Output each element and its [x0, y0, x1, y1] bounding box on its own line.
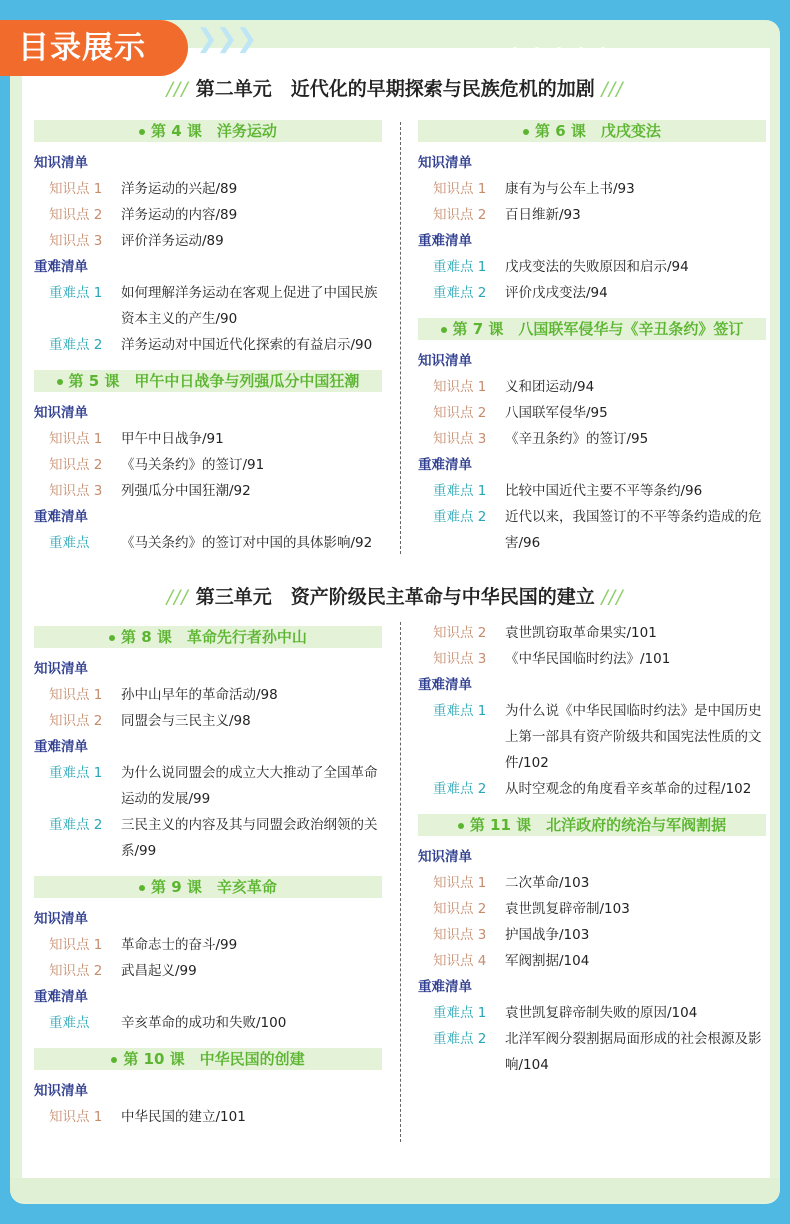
point-text: 洋务运动对中国近代化探索的有益启示/90 [121, 337, 373, 353]
chevron-decoration-icon: ❯❯❯ [196, 24, 256, 54]
point-text: 《马关条约》的签订/91 [121, 457, 265, 473]
lesson-title: 第 8 课 革命先行者孙中山 [121, 628, 307, 646]
knowledge-list-label: 知识清单 [34, 911, 88, 927]
knowledge-point [34, 682, 382, 708]
lesson-title: 第 9 课 辛亥革命 [151, 878, 277, 896]
point-text: 列强瓜分中国狂潮/92 [121, 483, 251, 499]
lesson-title: 第 5 课 甲午中日战争与列强瓜分中国狂潮 [68, 372, 360, 390]
point-label: 知识点 1 [49, 1109, 103, 1125]
point-label: 重难点 2 [433, 1031, 487, 1047]
lesson-title: 第 11 课 北洋政府的统治与军阀割据 [469, 816, 727, 834]
lesson-heading [34, 370, 382, 392]
knowledge-list-label: 知识清单 [34, 1083, 88, 1099]
point-text: 军阀割据/104 [505, 953, 590, 969]
knowledge-point [418, 202, 766, 228]
lesson-title: 第 7 课 八国联军侵华与《辛丑条约》签订 [452, 320, 744, 338]
point-text: 甲午中日战争/91 [121, 431, 224, 447]
point-label: 重难点 [49, 1015, 90, 1031]
point-text: 《辛丑条约》的签订/95 [505, 431, 649, 447]
point-label: 知识点 1 [433, 379, 487, 395]
bullet-icon [109, 635, 115, 641]
key-list-label: 重难清单 [418, 677, 472, 693]
point-label: 重难点 1 [433, 703, 487, 719]
point-label: 知识点 2 [49, 713, 103, 729]
knowledge-point [418, 922, 766, 948]
point-label: 知识点 2 [49, 207, 103, 223]
point-text: 从时空观念的角度看辛亥革命的过程/102 [505, 781, 752, 797]
point-label: 知识点 1 [433, 875, 487, 891]
lesson-heading [418, 120, 766, 142]
knowledge-point [34, 958, 382, 984]
key-point [34, 812, 382, 864]
key-list-label: 重难清单 [34, 509, 88, 525]
key-list-label: 重难清单 [418, 457, 472, 473]
point-label: 重难点 1 [433, 483, 487, 499]
point-text: 袁世凯复辟帝制失败的原因/104 [505, 1005, 698, 1021]
lesson-heading [34, 1048, 382, 1070]
lesson-heading [418, 814, 766, 836]
point-text: 如何理解洋务运动在客观上促进了中国民族资本主义的产生/90 [121, 285, 378, 327]
key-point [418, 1000, 766, 1026]
point-text: 革命志士的奋斗/99 [121, 937, 238, 953]
banner-title: 目录展示 [0, 20, 188, 76]
knowledge-point [418, 374, 766, 400]
knowledge-point [34, 1104, 382, 1130]
point-label: 知识点 3 [433, 927, 487, 943]
point-label: 重难点 2 [433, 509, 487, 525]
point-label: 知识点 2 [433, 901, 487, 917]
point-label: 知识点 2 [49, 963, 103, 979]
point-label: 重难点 2 [49, 337, 103, 353]
point-label: 知识点 3 [49, 233, 103, 249]
bullet-icon [57, 379, 63, 385]
point-text: 三民主义的内容及其与同盟会政治纲领的关系/99 [121, 817, 378, 859]
knowledge-point [34, 228, 382, 254]
point-text: 孙中山早年的革命活动/98 [121, 687, 278, 703]
key-point [418, 478, 766, 504]
knowledge-list-label: 知识清单 [34, 405, 88, 421]
key-point [418, 698, 766, 776]
lesson-heading [34, 626, 382, 648]
point-label: 知识点 2 [433, 625, 487, 641]
point-text: 为什么说《中华民国临时约法》是中国历史上第一部具有资产阶级共和国宪法性质的文件/102 [505, 703, 762, 771]
bullet-icon [458, 823, 464, 829]
frame-footer [10, 1178, 780, 1202]
unit2-right-column [418, 120, 766, 556]
point-label: 知识点 1 [49, 431, 103, 447]
point-text: 中华民国的建立/101 [121, 1109, 246, 1125]
slash-decoration-icon: /// [601, 78, 624, 100]
key-list-label: 重难清单 [34, 259, 88, 275]
knowledge-list-label: 知识清单 [34, 661, 88, 677]
point-label: 重难点 1 [49, 765, 103, 781]
point-text: 百日维新/93 [505, 207, 581, 223]
knowledge-point [34, 708, 382, 734]
key-point [418, 1026, 766, 1078]
key-point [34, 332, 382, 358]
point-text: 武昌起义/99 [121, 963, 197, 979]
point-label: 知识点 3 [433, 651, 487, 667]
slash-decoration-icon: /// [601, 586, 624, 608]
key-point [418, 504, 766, 556]
point-text: 二次革命/103 [505, 875, 590, 891]
knowledge-point [418, 620, 766, 646]
key-list-label: 重难清单 [34, 989, 88, 1005]
key-list-label: 重难清单 [418, 233, 472, 249]
point-label: 重难点 [49, 535, 90, 551]
point-label: 重难点 2 [433, 285, 487, 301]
knowledge-point [418, 896, 766, 922]
point-label: 重难点 2 [433, 781, 487, 797]
point-text: 义和团运动/94 [505, 379, 595, 395]
column-divider [400, 122, 401, 554]
point-label: 知识点 2 [433, 207, 487, 223]
knowledge-point [34, 202, 382, 228]
point-text: 《中华民国临时约法》/101 [505, 651, 671, 667]
bullet-icon [111, 1057, 117, 1063]
knowledge-list-label: 知识清单 [34, 155, 88, 171]
point-text: 近代以来，我国签订的不平等条约造成的危害/96 [505, 509, 762, 551]
lesson-title: 第 10 课 中华民国的创建 [123, 1050, 305, 1068]
point-text: 护国战争/103 [505, 927, 590, 943]
point-label: 知识点 1 [49, 687, 103, 703]
knowledge-point [418, 948, 766, 974]
column-divider [400, 622, 401, 1142]
point-label: 知识点 4 [433, 953, 487, 969]
knowledge-point [34, 478, 382, 504]
point-text: 北洋军阀分裂割据局面形成的社会根源及影响/104 [505, 1031, 762, 1073]
key-point [418, 254, 766, 280]
knowledge-point [34, 932, 382, 958]
knowledge-point [418, 400, 766, 426]
lesson-title: 第 4 课 洋务运动 [151, 122, 277, 140]
point-text: 袁世凯复辟帝制/103 [505, 901, 630, 917]
knowledge-list-label: 知识清单 [418, 155, 472, 171]
lesson-title: 第 6 课 戊戌变法 [535, 122, 661, 140]
lesson-heading [418, 318, 766, 340]
knowledge-point [418, 426, 766, 452]
point-text: 八国联军侵华/95 [505, 405, 608, 421]
lesson-heading [34, 876, 382, 898]
unit3-right-column [418, 620, 766, 1078]
point-label: 知识点 3 [49, 483, 103, 499]
point-label: 重难点 2 [49, 817, 103, 833]
key-point [34, 280, 382, 332]
point-text: 袁世凯窃取革命果实/101 [505, 625, 657, 641]
bullet-icon [139, 885, 145, 891]
point-text: 洋务运动的内容/89 [121, 207, 238, 223]
point-label: 知识点 1 [433, 181, 487, 197]
key-point [418, 280, 766, 306]
slash-decoration-icon: /// [166, 586, 196, 608]
key-point [34, 760, 382, 812]
knowledge-point [418, 646, 766, 672]
knowledge-point [34, 426, 382, 452]
key-list-label: 重难清单 [34, 739, 88, 755]
knowledge-list-label: 知识清单 [418, 849, 472, 865]
point-text: 为什么说同盟会的成立大大推动了全国革命运动的发展/99 [121, 765, 378, 807]
knowledge-point [418, 176, 766, 202]
point-label: 知识点 1 [49, 181, 103, 197]
point-text: 康有为与公车上书/93 [505, 181, 635, 197]
lesson-heading [34, 120, 382, 142]
knowledge-point [34, 176, 382, 202]
slash-decoration-icon: /// [166, 78, 196, 100]
key-point [34, 1010, 382, 1036]
key-list-label: 重难清单 [418, 979, 472, 995]
point-text: 戊戌变法的失败原因和启示/94 [505, 259, 689, 275]
point-text: 辛亥革命的成功和失败/100 [121, 1015, 287, 1031]
unit-title-3: /// 第三单元 资产阶级民主革命与中华民国的建立 /// [166, 586, 624, 608]
point-text: 洋务运动的兴起/89 [121, 181, 238, 197]
point-label: 知识点 2 [49, 457, 103, 473]
point-label: 知识点 2 [433, 405, 487, 421]
unit2-left-column [34, 120, 382, 556]
point-label: 知识点 3 [433, 431, 487, 447]
point-text: 评价戊戌变法/94 [505, 285, 608, 301]
bullet-icon [139, 129, 145, 135]
point-label: 重难点 1 [433, 259, 487, 275]
knowledge-point [418, 870, 766, 896]
knowledge-point [34, 452, 382, 478]
bullet-icon [441, 327, 447, 333]
knowledge-list-label: 知识清单 [418, 353, 472, 369]
point-text: 同盟会与三民主义/98 [121, 713, 251, 729]
key-point [34, 530, 382, 556]
key-point [418, 776, 766, 802]
dots-decoration [512, 38, 622, 57]
unit3-left-column [34, 626, 382, 1130]
point-text: 评价洋务运动/89 [121, 233, 224, 249]
point-text: 比较中国近代主要不平等条约/96 [505, 483, 703, 499]
unit-title-2: /// 第二单元 近代化的早期探索与民族危机的加剧 /// [166, 78, 624, 100]
point-label: 重难点 1 [433, 1005, 487, 1021]
point-label: 知识点 1 [49, 937, 103, 953]
point-text: 《马关条约》的签订对中国的具体影响/92 [121, 535, 373, 551]
point-label: 重难点 1 [49, 285, 103, 301]
bullet-icon [523, 129, 529, 135]
